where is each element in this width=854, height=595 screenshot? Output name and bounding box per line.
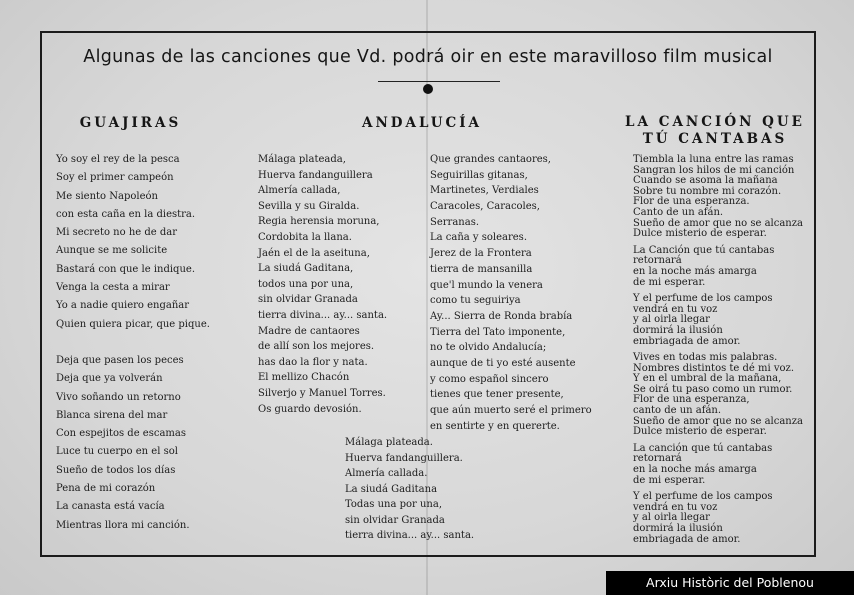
andalucia-verse [430,152,592,434]
verse-line: Mi secreto no he de dar [56,227,178,239]
verse-line: Y en el umbral de la mañana, [633,373,782,385]
verse-line: Almería callada. [345,468,428,479]
verse-line: Cordobita la llana. [258,231,352,243]
verse-line: Yo a nadie quiero engañar [56,300,190,312]
guajiras-column [56,151,210,535]
verse-line: Tierra del Tato imponente, [430,326,566,338]
verse-line: Os guardo devosión. [258,403,362,415]
cancion-column [633,155,803,545]
verse-line: Vivo soñando un retorno [56,391,181,403]
verse-line: Deja que ya volverán [56,373,163,385]
verse-line: El mellizo Chacón [258,372,350,384]
verse-line: Sobre tu nombre mi corazón. [633,185,782,197]
verse-line: Me siento Napoleón [56,190,158,202]
andalucia-left-column [258,152,387,417]
verse-line: aunque de ti yo esté ausente [430,357,576,369]
verse-line: La canción que tú cantabas [633,442,773,454]
verse-line: Canto de un afán. [633,206,724,218]
verse-line: Seguirillas gitanas, [430,169,528,181]
verse-line: tierra de mansanilla [430,263,533,275]
verse-line: Ay... Sierra de Ronda brabía [430,310,573,322]
verse-line: Quien quiera picar, que pique. [56,318,210,330]
verse-line: Dulce misterio de esperar. [633,426,767,438]
verse-line: Sueño de amor que no se alcanza [633,217,803,229]
verse-line: Sueño de amor que no se alcanza [633,415,803,427]
andalucia-column [430,152,592,434]
verse-line: Mientras llora mi canción. [56,519,190,531]
verse-line: Soy el primer campeón [56,172,174,184]
verse-line: Flor de una esperanza. [633,196,750,208]
verse-line: has dao la flor y nata. [258,356,368,368]
title-cancion-line2: TÚ CANTABAS [642,131,788,147]
verse-line: como tu seguiriya [430,295,521,307]
verse-line: La canasta está vacía [56,501,165,513]
verse-line: vendrá en tu voz [633,501,718,513]
verse-line: con esta caña en la diestra. [56,208,196,220]
bottom-center-column [345,435,474,544]
bottom-center-verse [345,435,474,544]
verse-line: dormirá la ilusión [633,324,723,336]
verse-line: Málaga plateada, [258,154,346,165]
verse-line: Luce tu cuerpo en el sol [56,446,178,458]
verse-line: La siudá Gaditana [345,483,438,495]
verse-line: Blanca sirena del mar [56,409,168,421]
verse-line: Martinetes, Verdiales [430,185,539,197]
verse-line: Que grandes cantaores, [430,154,551,165]
verse-line: La caña y soleares. [430,232,527,244]
verse-line: Flor de una esperanza, [633,394,750,406]
verse-line: Jerez de la Frontera [430,248,532,260]
verse-line: Málaga plateada. [345,437,433,448]
verse-line: todos una por una, [258,278,354,290]
verse-line: Y el perfume de los campos [633,293,773,305]
verse-line: no te olvido Andalucía; [430,342,547,354]
verse-line: Aunque se me solicite [56,245,168,257]
verse-line: Madre de cantaores [258,325,360,337]
verse-line: Yo soy el rey de la pesca [56,154,180,165]
verse-line: Sangran los hilos de mi canción [633,164,795,176]
verse-line: tierra divina... ay... santa. [258,309,388,321]
verse-line: que'l mundo la venera [430,279,543,291]
guajiras-stanza-2 [56,352,210,535]
verse-line: Jaén el de la aseituna, [258,247,370,259]
verse-line: Deja que pasen los peces [56,354,184,366]
verse-line: sin olvidar Granada [345,514,445,526]
verse-line: y como español sincero [430,373,549,385]
verse-line: retornará [633,255,682,267]
verse-line: embriagada de amor. [633,533,741,545]
verse-line: Y el perfume de los campos [633,491,773,503]
verse-line: de mi esperar. [633,276,706,288]
cancion-verses [633,155,803,545]
verse-line: Serranas. [430,216,480,228]
verse-line: de allí son los mejores. [258,341,375,353]
verse-line: y al oirla llegar [633,512,710,524]
verse-line: retornará [633,453,682,465]
verse-line: canto de un afán. [633,405,722,417]
verse-line: Venga la cesta a mirar [56,282,170,294]
title-guajiras: GUAJIRAS [79,115,182,131]
verse-line: Sueño de todos los días [56,464,176,476]
verse-line: Bastará con que le indique. [56,263,195,275]
title-andalucia: ANDALUCÍA [361,115,483,131]
verse-line: en sentirte y en quererte. [430,420,560,432]
verse-line: tierra divina... ay... santa. [345,530,475,541]
verse-line: Tiembla la luna entre las ramas [633,154,794,165]
verse-line: Sevilla y su Giralda. [258,200,360,212]
verse-line: Caracoles, Caracoles, [430,201,540,213]
verse-line: tienes que tener presente, [430,389,564,401]
headline: Algunas de las canciones que Vd. podrá oir en este maravilloso film musical [83,47,773,67]
verse-line: Nombres distintos te dé mi voz. [633,362,794,374]
verse-line: Pena de mi corazón [56,483,156,495]
verse-line: Almería callada, [258,185,341,197]
verse-line: que aún muerto seré el primero [430,405,592,416]
title-cancion [620,114,810,148]
verse-line: en la noche más amarga [633,265,757,277]
verse-line: Silverjo y Manuel Torres. [258,387,386,399]
archive-credit: Arxiu Històric del Poblenou [606,571,854,595]
verse-line: La siudá Gaditana, [258,263,354,275]
verse-line: Regia herensia moruna, [258,216,380,228]
verse-line: dormirá la ilusión [633,523,723,534]
headline-rule [378,81,500,82]
title-cancion-line1: LA CANCIÓN QUE [625,114,805,130]
verse-line: Dulce misterio de esperar. [633,228,767,240]
verse-line: sin olvidar Granada [258,294,358,306]
andalucia-left-verse [258,152,387,417]
verse-line: Se oirá tu paso como un rumor. [633,383,793,395]
verse-line: Cuando se asoma la mañana [633,175,778,187]
verse-line: Huerva fandanguillera [258,169,373,181]
verse-line: Todas una por una, [345,499,443,510]
verse-line: Huerva fandanguillera. [345,452,463,464]
verse-line: en la noche más amarga [633,464,757,476]
verse-line: embriagada de amor. [633,335,741,347]
guajiras-stanza-1 [56,151,210,334]
verse-line: Con espejitos de escamas [56,428,186,440]
verse-line: y al oirla llegar [633,314,710,326]
verse-line: La Canción que tú cantabas [633,244,775,256]
verse-line: vendrá en tu voz [633,303,718,315]
ornament-dot [423,84,433,94]
verse-line: de mi esperar. [633,474,706,486]
verse-line: Vives en todas mis palabras. [633,352,778,364]
